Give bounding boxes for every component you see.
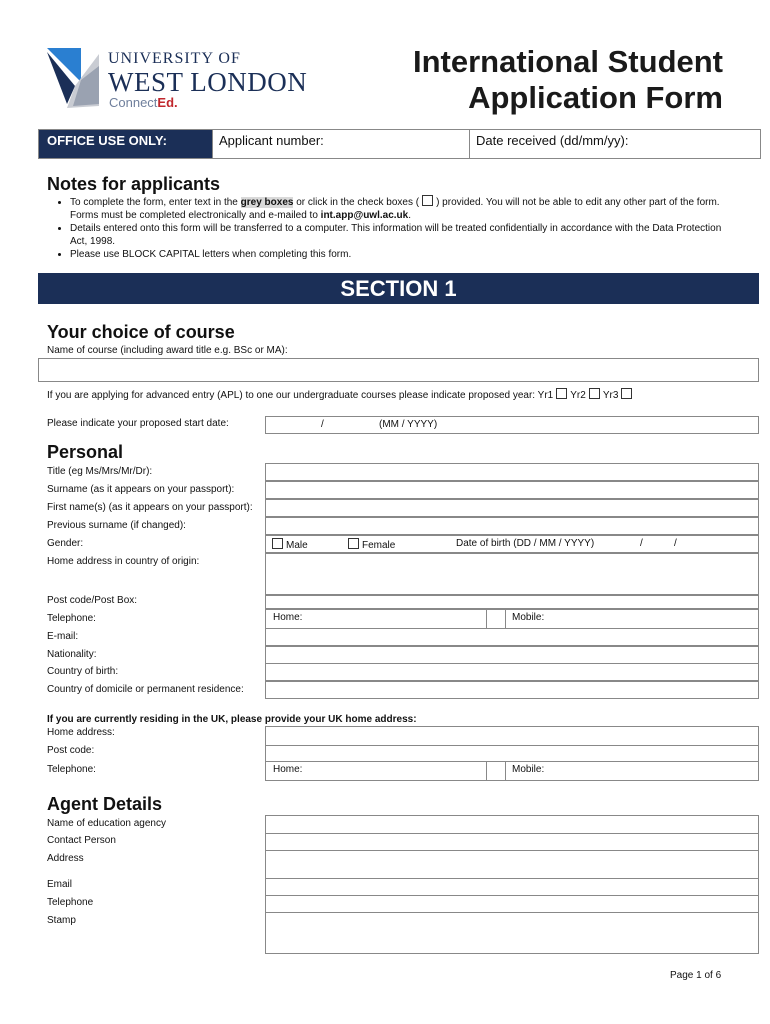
surname-label: Surname (as it appears on your passport): (47, 484, 235, 495)
surname-input[interactable] (265, 481, 759, 499)
uk-telephone-label: Telephone: (47, 764, 96, 775)
logo-line1: UNIVERSITY OF (108, 50, 241, 67)
telephone-label: Telephone: (47, 613, 96, 624)
dob-sep-1: / (640, 538, 643, 549)
title-input[interactable] (265, 463, 759, 481)
personal-heading: Personal (47, 442, 124, 462)
uk-home-address-label: Home address: (47, 727, 115, 738)
title-label: Title (eg Ms/Mrs/Mr/Dr): (47, 466, 153, 477)
course-heading: Your choice of course (47, 322, 235, 342)
domicile-label: Country of domicile or permanent residence: (47, 684, 244, 695)
uk-telephone-home-label: Home: (273, 764, 303, 775)
gender-label: Gender: (47, 538, 84, 549)
start-date-sep: / (321, 419, 324, 430)
checkbox-sample-icon (422, 195, 433, 206)
postcode-input[interactable] (265, 595, 759, 609)
agent-heading: Agent Details (47, 794, 163, 814)
uk-home-address-input[interactable] (265, 726, 759, 746)
office-use-label: OFFICE USE ONLY: (39, 130, 212, 158)
country-birth-label: Country of birth: (47, 666, 119, 677)
agent-telephone-input[interactable] (265, 895, 759, 913)
page-number: Page 1 of 6 (670, 970, 722, 981)
notes-list (48, 195, 738, 261)
dob-sep-2: / (674, 538, 677, 549)
email-label: E-mail: (47, 631, 79, 642)
telephone-spacer (486, 609, 506, 629)
agent-address-input[interactable] (265, 850, 759, 879)
notes-item-3: • Please use BLOCK CAPITAL letters when completing this form. (70, 248, 738, 261)
gender-male-option[interactable]: Male (272, 538, 308, 551)
start-date-input[interactable] (265, 416, 759, 434)
dob-label: Date of birth (DD / MM / YYYY) (456, 538, 595, 549)
postcode-label: Post code/Post Box: (47, 595, 138, 606)
agent-email-label: Email (47, 879, 73, 890)
yr2-checkbox[interactable] (589, 388, 600, 399)
form-title-line2: Application Form (468, 80, 723, 115)
course-name-label: Name of course (including award title e.g. BSc or MA): (47, 345, 288, 356)
date-received-field[interactable]: Date received (dd/mm/yy): (469, 130, 760, 158)
yr1-checkbox[interactable] (556, 388, 567, 399)
uk-postcode-label: Post code: (47, 745, 95, 756)
country-birth-input[interactable] (265, 663, 759, 681)
domicile-input[interactable] (265, 681, 759, 699)
course-name-input[interactable] (38, 358, 759, 382)
nationality-label: Nationality: (47, 649, 97, 660)
apl-row: If you are applying for advanced entry (APL) to one our undergraduate courses please indicate proposed year: Yr1 Yr2 Yr3 (47, 388, 635, 401)
applicant-number-field[interactable]: Applicant number: (212, 130, 469, 158)
previous-surname-label: Previous surname (if changed): (47, 520, 186, 531)
telephone-mobile-input[interactable] (505, 609, 759, 629)
uk-address-intro: If you are currently residing in the UK, please provide your UK home address: (47, 714, 417, 725)
telephone-home-label: Home: (273, 612, 303, 623)
contact-person-input[interactable] (265, 833, 759, 851)
contact-person-label: Contact Person (47, 835, 116, 846)
agency-label: Name of education agency (47, 818, 166, 829)
male-checkbox[interactable] (272, 538, 283, 549)
logo-line3: ConnectEd. (109, 95, 178, 110)
first-names-input[interactable] (265, 499, 759, 517)
home-address-input[interactable] (265, 553, 759, 595)
uk-telephone-home-input[interactable] (265, 761, 487, 781)
gender-female-option[interactable]: Female (348, 538, 395, 551)
start-date-format: (MM / YYYY) (379, 419, 438, 430)
first-names-label: First name(s) (as it appears on your passport): (47, 502, 253, 513)
uk-telephone-mobile-input[interactable] (505, 761, 759, 781)
telephone-mobile-label: Mobile: (512, 612, 545, 623)
nationality-input[interactable] (265, 646, 759, 664)
form-title (363, 44, 723, 116)
uk-telephone-spacer (486, 761, 506, 781)
previous-surname-input[interactable] (265, 517, 759, 535)
university-logo (45, 46, 105, 110)
telephone-home-input[interactable] (265, 609, 487, 629)
agent-email-input[interactable] (265, 878, 759, 896)
notes-item-2: • Details entered onto this form will be transferred to a computer. This information will be treated confidentially in accordance with the Data Protection Act, 1998. (70, 222, 738, 248)
notes-heading: Notes for applicants (47, 174, 221, 194)
agent-telephone-label: Telephone (47, 897, 94, 908)
uk-postcode-input[interactable] (265, 745, 759, 762)
email-input[interactable] (265, 628, 759, 646)
agent-address-label: Address (47, 853, 84, 864)
female-checkbox[interactable] (348, 538, 359, 549)
uk-telephone-mobile-label: Mobile: (512, 764, 545, 775)
gender-dob-row (265, 535, 759, 553)
stamp-box[interactable] (265, 912, 759, 954)
office-use-row (38, 129, 761, 159)
logo-line2: WEST LONDON (108, 67, 308, 97)
home-address-label: Home address in country of origin: (47, 556, 200, 567)
yr3-checkbox[interactable] (621, 388, 632, 399)
form-title-line1: International Student (413, 44, 723, 79)
section-1-bar: SECTION 1 (38, 273, 759, 304)
notes-item-1: • To complete the form, enter text in the grey boxes or click in the check boxes ( ) provided. You will not be able to edit any other part of the form. Forms must be completed electronically and e-mailed to int.app@uwl.ac.uk. (70, 195, 738, 222)
start-date-label: Please indicate your proposed start date: (47, 418, 229, 429)
agency-input[interactable] (265, 815, 759, 834)
stamp-label: Stamp (47, 915, 76, 926)
